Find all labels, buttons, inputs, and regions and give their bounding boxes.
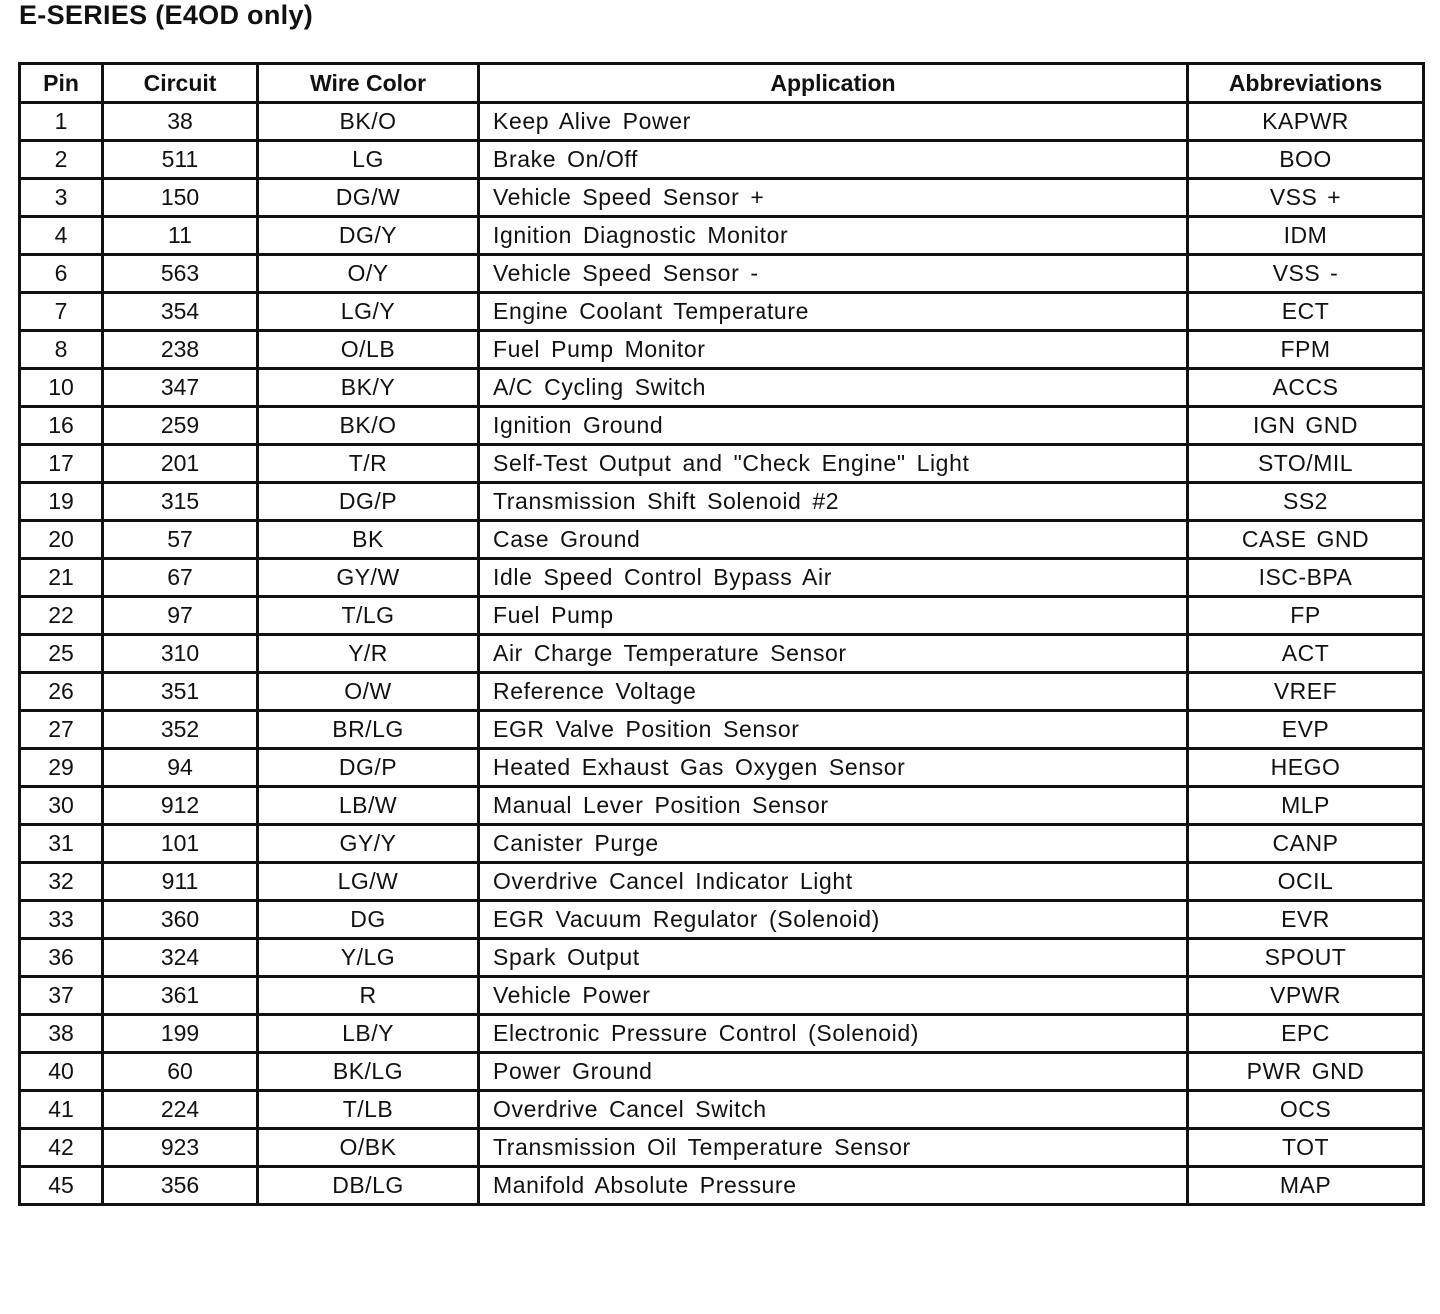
pin-cell: 7 [20, 293, 103, 331]
pin-cell: 36 [20, 939, 103, 977]
wire-color-cell: Y/LG [258, 939, 479, 977]
application-cell: Case Ground [479, 521, 1188, 559]
table-row [20, 787, 1424, 825]
pin-cell: 26 [20, 673, 103, 711]
wire-color-cell: DG/P [258, 483, 479, 521]
abbreviation-cell: BOO [1188, 141, 1424, 179]
pin-cell: 38 [20, 1015, 103, 1053]
application-cell: Reference Voltage [479, 673, 1188, 711]
table-row [20, 749, 1424, 787]
wire-color-cell: BR/LG [258, 711, 479, 749]
abbreviation-cell: FPM [1188, 331, 1424, 369]
table-row [20, 1053, 1424, 1091]
table-row [20, 1167, 1424, 1205]
circuit-cell: 310 [103, 635, 258, 673]
wire-color-cell: T/R [258, 445, 479, 483]
pin-cell: 8 [20, 331, 103, 369]
wire-color-cell: O/W [258, 673, 479, 711]
wire-color-cell: Y/R [258, 635, 479, 673]
pin-cell: 29 [20, 749, 103, 787]
table-row [20, 825, 1424, 863]
abbreviation-cell: EVR [1188, 901, 1424, 939]
pin-cell: 20 [20, 521, 103, 559]
header-abbreviations: Abbreviations [1188, 64, 1424, 103]
pin-cell: 10 [20, 369, 103, 407]
abbreviation-cell: HEGO [1188, 749, 1424, 787]
circuit-cell: 94 [103, 749, 258, 787]
page-title: E-SERIES (E4OD only) [19, 0, 314, 30]
wire-color-cell: DG [258, 901, 479, 939]
wire-color-cell: T/LB [258, 1091, 479, 1129]
table-row [20, 141, 1424, 179]
application-cell: Vehicle Speed Sensor - [479, 255, 1188, 293]
circuit-cell: 38 [103, 103, 258, 141]
wire-color-cell: BK [258, 521, 479, 559]
table-row [20, 1091, 1424, 1129]
table-row [20, 521, 1424, 559]
wire-color-cell: LB/Y [258, 1015, 479, 1053]
pin-cell: 6 [20, 255, 103, 293]
application-cell: Vehicle Speed Sensor + [479, 179, 1188, 217]
circuit-cell: 97 [103, 597, 258, 635]
abbreviation-cell: TOT [1188, 1129, 1424, 1167]
application-cell: Ignition Diagnostic Monitor [479, 217, 1188, 255]
abbreviation-cell: IDM [1188, 217, 1424, 255]
circuit-cell: 11 [103, 217, 258, 255]
application-cell: EGR Vacuum Regulator (Solenoid) [479, 901, 1188, 939]
table-row [20, 863, 1424, 901]
pin-cell: 37 [20, 977, 103, 1015]
pinout-table [18, 62, 1425, 1206]
table-row [20, 901, 1424, 939]
application-cell: Overdrive Cancel Switch [479, 1091, 1188, 1129]
table-row [20, 673, 1424, 711]
abbreviation-cell: MAP [1188, 1167, 1424, 1205]
table-row [20, 1015, 1424, 1053]
pin-cell: 3 [20, 179, 103, 217]
circuit-cell: 57 [103, 521, 258, 559]
pin-cell: 30 [20, 787, 103, 825]
circuit-cell: 60 [103, 1053, 258, 1091]
application-cell: Heated Exhaust Gas Oxygen Sensor [479, 749, 1188, 787]
wire-color-cell: DG/W [258, 179, 479, 217]
header-wire-color: Wire Color [258, 64, 479, 103]
circuit-cell: 67 [103, 559, 258, 597]
circuit-cell: 354 [103, 293, 258, 331]
circuit-cell: 356 [103, 1167, 258, 1205]
circuit-cell: 923 [103, 1129, 258, 1167]
wire-color-cell: BK/Y [258, 369, 479, 407]
table-row [20, 559, 1424, 597]
circuit-cell: 150 [103, 179, 258, 217]
wire-color-cell: R [258, 977, 479, 1015]
application-cell: A/C Cycling Switch [479, 369, 1188, 407]
circuit-cell: 511 [103, 141, 258, 179]
abbreviation-cell: ISC-BPA [1188, 559, 1424, 597]
pin-cell: 42 [20, 1129, 103, 1167]
circuit-cell: 259 [103, 407, 258, 445]
circuit-cell: 351 [103, 673, 258, 711]
application-cell: Power Ground [479, 1053, 1188, 1091]
pin-cell: 1 [20, 103, 103, 141]
pin-cell: 41 [20, 1091, 103, 1129]
abbreviation-cell: OCS [1188, 1091, 1424, 1129]
pin-cell: 25 [20, 635, 103, 673]
header-pin: Pin [20, 64, 103, 103]
table-row [20, 977, 1424, 1015]
circuit-cell: 911 [103, 863, 258, 901]
table-row [20, 635, 1424, 673]
abbreviation-cell: EPC [1188, 1015, 1424, 1053]
application-cell: Ignition Ground [479, 407, 1188, 445]
application-cell: Fuel Pump [479, 597, 1188, 635]
wire-color-cell: T/LG [258, 597, 479, 635]
wire-color-cell: O/Y [258, 255, 479, 293]
table-row [20, 293, 1424, 331]
application-cell: Overdrive Cancel Indicator Light [479, 863, 1188, 901]
abbreviation-cell: VPWR [1188, 977, 1424, 1015]
application-cell: Canister Purge [479, 825, 1188, 863]
table-header [20, 64, 1424, 103]
pin-cell: 27 [20, 711, 103, 749]
abbreviation-cell: FP [1188, 597, 1424, 635]
pin-cell: 21 [20, 559, 103, 597]
application-cell: Vehicle Power [479, 977, 1188, 1015]
application-cell: EGR Valve Position Sensor [479, 711, 1188, 749]
abbreviation-cell: SPOUT [1188, 939, 1424, 977]
table-row [20, 255, 1424, 293]
header-circuit: Circuit [103, 64, 258, 103]
application-cell: Air Charge Temperature Sensor [479, 635, 1188, 673]
pin-cell: 4 [20, 217, 103, 255]
circuit-cell: 352 [103, 711, 258, 749]
wire-color-cell: LG [258, 141, 479, 179]
pin-cell: 16 [20, 407, 103, 445]
wire-color-cell: DG/P [258, 749, 479, 787]
abbreviation-cell: STO/MIL [1188, 445, 1424, 483]
application-cell: Transmission Shift Solenoid #2 [479, 483, 1188, 521]
application-cell: Keep Alive Power [479, 103, 1188, 141]
wire-color-cell: O/BK [258, 1129, 479, 1167]
circuit-cell: 315 [103, 483, 258, 521]
abbreviation-cell: CANP [1188, 825, 1424, 863]
table-row [20, 445, 1424, 483]
table-row [20, 103, 1424, 141]
circuit-cell: 563 [103, 255, 258, 293]
circuit-cell: 224 [103, 1091, 258, 1129]
circuit-cell: 912 [103, 787, 258, 825]
table-row [20, 407, 1424, 445]
circuit-cell: 101 [103, 825, 258, 863]
pin-cell: 19 [20, 483, 103, 521]
application-cell: Idle Speed Control Bypass Air [479, 559, 1188, 597]
circuit-cell: 361 [103, 977, 258, 1015]
pin-cell: 2 [20, 141, 103, 179]
abbreviation-cell: ACT [1188, 635, 1424, 673]
abbreviation-cell: CASE GND [1188, 521, 1424, 559]
abbreviation-cell: VSS + [1188, 179, 1424, 217]
pin-cell: 45 [20, 1167, 103, 1205]
abbreviation-cell: VSS - [1188, 255, 1424, 293]
wire-color-cell: O/LB [258, 331, 479, 369]
application-cell: Brake On/Off [479, 141, 1188, 179]
circuit-cell: 324 [103, 939, 258, 977]
abbreviation-cell: KAPWR [1188, 103, 1424, 141]
table-row [20, 1129, 1424, 1167]
circuit-cell: 360 [103, 901, 258, 939]
pin-cell: 22 [20, 597, 103, 635]
abbreviation-cell: VREF [1188, 673, 1424, 711]
application-cell: Manifold Absolute Pressure [479, 1167, 1188, 1205]
abbreviation-cell: OCIL [1188, 863, 1424, 901]
circuit-cell: 238 [103, 331, 258, 369]
table-row [20, 179, 1424, 217]
application-cell: Fuel Pump Monitor [479, 331, 1188, 369]
wire-color-cell: LB/W [258, 787, 479, 825]
table-row [20, 597, 1424, 635]
application-cell: Manual Lever Position Sensor [479, 787, 1188, 825]
abbreviation-cell: EVP [1188, 711, 1424, 749]
wire-color-cell: BK/LG [258, 1053, 479, 1091]
wire-color-cell: DB/LG [258, 1167, 479, 1205]
abbreviation-cell: PWR GND [1188, 1053, 1424, 1091]
table-row [20, 711, 1424, 749]
circuit-cell: 199 [103, 1015, 258, 1053]
pin-cell: 17 [20, 445, 103, 483]
header-application: Application [479, 64, 1188, 103]
wire-color-cell: GY/W [258, 559, 479, 597]
table-body [20, 103, 1424, 1205]
header-row [20, 64, 1424, 103]
wire-color-cell: DG/Y [258, 217, 479, 255]
abbreviation-cell: SS2 [1188, 483, 1424, 521]
wire-color-cell: LG/W [258, 863, 479, 901]
table-row [20, 939, 1424, 977]
wire-color-cell: BK/O [258, 407, 479, 445]
pin-cell: 33 [20, 901, 103, 939]
circuit-cell: 347 [103, 369, 258, 407]
application-cell: Spark Output [479, 939, 1188, 977]
application-cell: Engine Coolant Temperature [479, 293, 1188, 331]
wire-color-cell: LG/Y [258, 293, 479, 331]
table-row [20, 217, 1424, 255]
pin-cell: 32 [20, 863, 103, 901]
abbreviation-cell: MLP [1188, 787, 1424, 825]
application-cell: Transmission Oil Temperature Sensor [479, 1129, 1188, 1167]
table-row [20, 331, 1424, 369]
application-cell: Self-Test Output and "Check Engine" Light [479, 445, 1188, 483]
abbreviation-cell: IGN GND [1188, 407, 1424, 445]
wire-color-cell: GY/Y [258, 825, 479, 863]
table-row [20, 483, 1424, 521]
wire-color-cell: BK/O [258, 103, 479, 141]
abbreviation-cell: ECT [1188, 293, 1424, 331]
abbreviation-cell: ACCS [1188, 369, 1424, 407]
table-row [20, 369, 1424, 407]
application-cell: Electronic Pressure Control (Solenoid) [479, 1015, 1188, 1053]
circuit-cell: 201 [103, 445, 258, 483]
pin-cell: 31 [20, 825, 103, 863]
pin-cell: 40 [20, 1053, 103, 1091]
